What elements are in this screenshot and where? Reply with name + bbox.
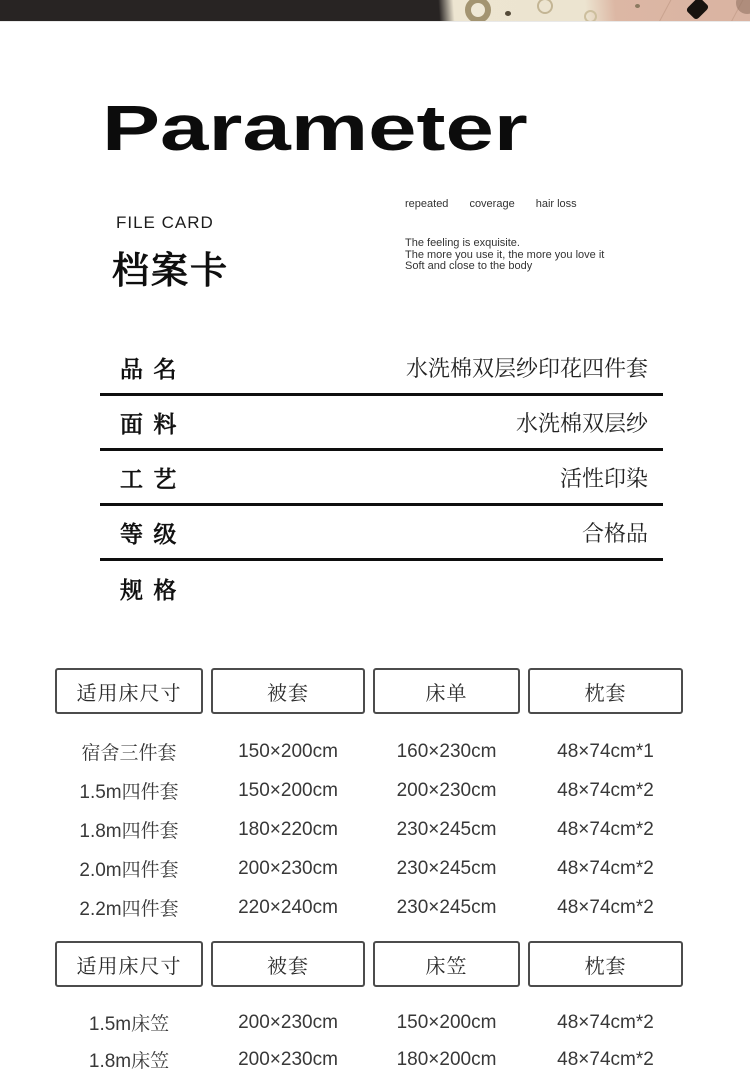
table-row	[55, 1041, 683, 1078]
table-row	[55, 1004, 683, 1041]
param-value: 活性印染	[559, 465, 648, 491]
param-row-spec	[100, 561, 663, 616]
feature-keyword: coverage	[469, 198, 515, 210]
header-cell: 枕套	[528, 668, 683, 714]
param-row-name	[100, 341, 663, 396]
size-table-header	[55, 668, 683, 714]
table-cell: 48×74cm*1	[557, 740, 654, 762]
table-cell: 2.2m四件套	[79, 899, 179, 920]
table-cell: 230×245cm	[396, 857, 497, 879]
table-cell: 230×245cm	[396, 818, 497, 840]
table-row	[55, 771, 683, 810]
param-value: 合格品	[581, 520, 648, 546]
param-value: 水洗棉双层纱	[515, 410, 648, 436]
feature-line: The more you use it, the more you love it	[405, 248, 605, 261]
table-cell: 230×245cm	[396, 896, 497, 918]
table-cell: 48×74cm*2	[557, 896, 654, 918]
table-cell: 200×230cm	[238, 1048, 338, 1070]
table-cell: 150×200cm	[396, 1011, 497, 1033]
param-row-grade	[100, 506, 663, 561]
param-label: 面 料	[120, 410, 179, 437]
table-cell: 1.8m床笠	[88, 1051, 170, 1072]
param-row-craft	[100, 451, 663, 506]
file-card-label-zh: 档案卡	[112, 250, 229, 291]
table-row	[55, 810, 683, 849]
table-cell: 1.5m床笠	[88, 1014, 170, 1035]
diamond-motif-icon	[686, 0, 710, 20]
feature-keyword: repeated	[405, 198, 449, 210]
table-cell: 180×200cm	[396, 1048, 497, 1070]
feature-keyword: hair loss	[535, 198, 577, 210]
size-table-header	[55, 941, 683, 987]
table-cell: 48×74cm*2	[557, 779, 654, 801]
table-cell: 1.5m四件套	[79, 782, 179, 803]
header-cell: 被套	[211, 941, 365, 987]
quilt-seam-line	[657, 0, 673, 22]
table-cell: 48×74cm*2	[557, 1048, 654, 1070]
param-label: 等 级	[120, 520, 179, 547]
header-cell: 床单	[373, 668, 520, 714]
file-card-label-en: FILE CARD	[116, 213, 214, 232]
header-cell: 枕套	[528, 941, 683, 987]
size-table-fitted-sheet	[55, 941, 683, 1078]
fabric-swirl-motif-icon	[584, 10, 597, 22]
table-cell: 48×74cm*2	[557, 1011, 654, 1033]
table-cell: 2.0m四件套	[79, 860, 179, 881]
param-label: 品 名	[120, 355, 179, 382]
param-label: 工 艺	[120, 465, 179, 492]
corner-shade	[736, 0, 750, 14]
feature-keywords	[405, 198, 577, 210]
fabric-ring-motif-icon	[465, 0, 491, 22]
fabric-dot-motif-icon	[505, 11, 511, 16]
size-table-four-piece	[55, 668, 683, 927]
table-row	[55, 732, 683, 771]
table-row	[55, 849, 683, 888]
table-cell: 180×220cm	[238, 818, 338, 840]
table-cell: 200×230cm	[238, 1011, 338, 1033]
param-label: 规 格	[120, 577, 179, 603]
feature-line: The feeling is exquisite.	[405, 237, 520, 249]
header-cell: 适用床尺寸	[55, 941, 203, 987]
feature-line: Soft and close to the body	[405, 260, 533, 272]
param-row-fabric	[100, 396, 663, 451]
header-cell: 床笠	[373, 941, 520, 987]
fabric-photo-fragment	[0, 0, 750, 22]
table-cell: 150×200cm	[238, 779, 338, 801]
param-value: 水洗棉双层纱印花四件套	[405, 355, 648, 381]
table-cell: 48×74cm*2	[557, 857, 654, 879]
table-cell: 200×230cm	[238, 857, 338, 879]
fabric-swirl-motif-icon	[537, 0, 553, 14]
table-cell: 220×240cm	[238, 896, 338, 918]
size-table-body	[55, 732, 683, 927]
table-cell: 1.8m四件套	[79, 821, 179, 842]
fabric-dot-motif-icon	[635, 4, 640, 8]
header-cell: 适用床尺寸	[55, 668, 203, 714]
table-cell: 48×74cm*2	[557, 818, 654, 840]
page-title: Parameter	[102, 92, 528, 164]
feature-description	[405, 238, 604, 273]
table-cell: 160×230cm	[396, 740, 497, 762]
table-cell: 150×200cm	[238, 740, 338, 762]
table-row	[55, 888, 683, 927]
table-cell: 200×230cm	[396, 779, 497, 801]
table-cell: 宿舍三件套	[81, 743, 177, 764]
size-table-body	[55, 1004, 683, 1078]
header-cell: 被套	[211, 668, 365, 714]
parameter-list	[100, 341, 663, 616]
